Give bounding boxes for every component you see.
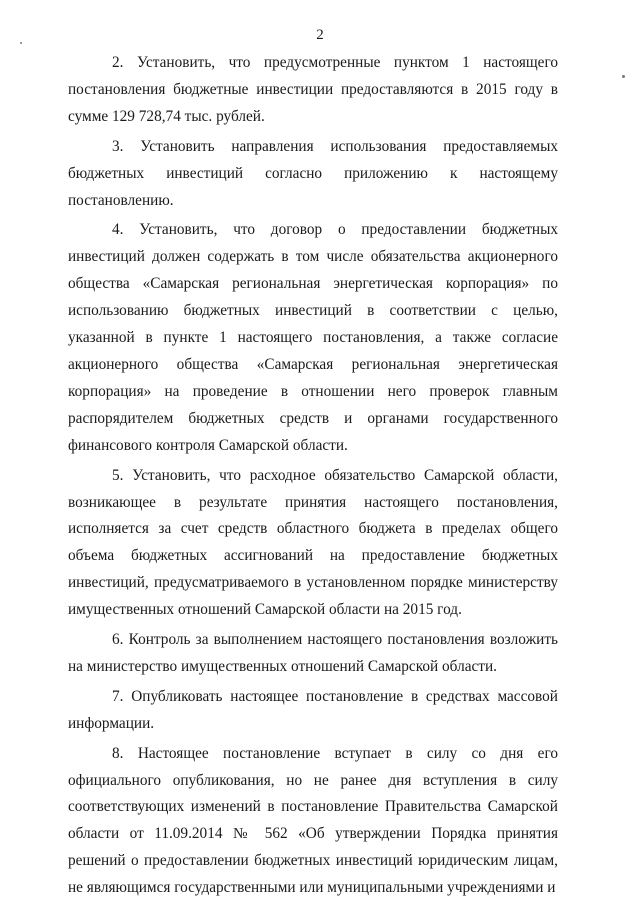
document-body: [68, 50, 558, 905]
scan-speck: [20, 42, 22, 44]
paragraph-8: 8. Настоящее постановление вступает в силу со дня его официального опубликования, но не ранее дня вступления в силу соответствующих изменений в постановление Правительства Самарской области от 11.09.2014 № 562 «Об утверждении Порядка принятия решений о предоставлении бюджетных инвестиций юридическим лицам, не являющимся государственными или муниципальными учреждениями и: [68, 744, 558, 897]
paragraph-4: 4. Установить, что договор о предоставлении бюджетных инвестиций должен содержать в том числе обязательства акционерного общества «Самарская региональная энергетическая корпорация» по использованию бюджетных инвестиций в соответствии с целью, указанной в пункте 1 настоящего постановления, а также согласие акционерного общества «Самарская региональная энергетическая корпорация» на проведение в отношении него проверок главным распорядителем бюджетных средств и органами государственного финансового контроля Самарской области.: [68, 221, 558, 454]
paragraph-3: 3. Установить направления использования предоставляемых бюджетных инвестиций согласно приложению к настоящему постановлению.: [68, 137, 558, 209]
paragraph-5: 5. Установить, что расходное обязательство Самарской области, возникающее в результате принятия настоящего постановления, исполняется за счет средств областного бюджета в пределах общего объема бюджетных ассигнований на предоставление бюджетных инвестиций, предусматриваемого в установленном порядке министерству имущественных отношений Самарской области на 2015 год.: [68, 466, 558, 619]
page-number: 2: [316, 27, 324, 43]
paragraph-2: 2. Установить, что предусмотренные пунктом 1 настоящего постановления бюджетные инвестиции предоставляются в 2015 году в сумме 129 728,74 тыс. рублей.: [68, 54, 558, 125]
paragraph-6: 6. Контроль за выполнением настоящего постановления возложить на министерство имущественных отношений Самарской области.: [68, 631, 558, 675]
paragraph-7: 7. Опубликовать настоящее постановление в средствах массовой информации.: [68, 687, 558, 732]
scan-speck: [622, 75, 625, 78]
